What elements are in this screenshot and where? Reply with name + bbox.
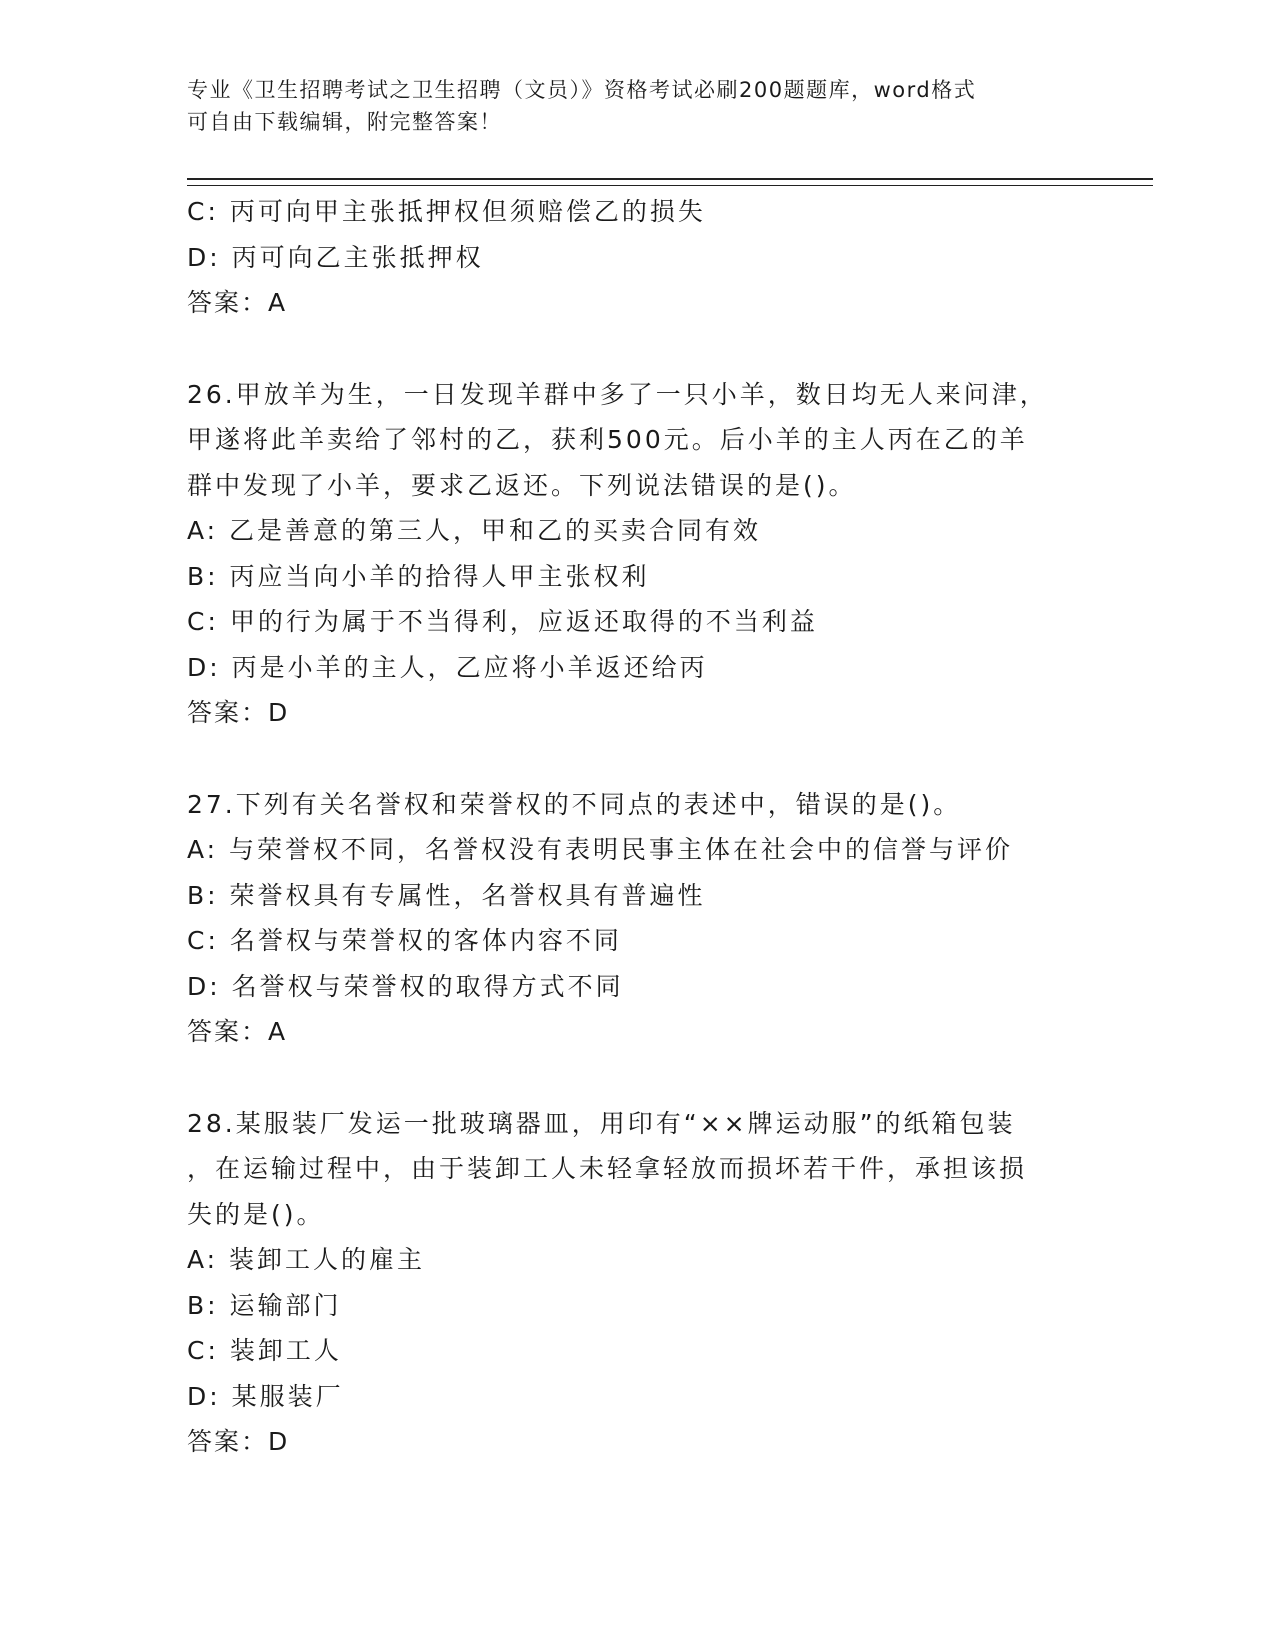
- question-stem-line: 群中发现了小羊，要求乙返还。下列说法错误的是()。: [187, 470, 857, 500]
- spacer: [187, 1055, 1087, 1101]
- question-28: [187, 1101, 1087, 1465]
- spacer: [187, 326, 1087, 372]
- answer-line: 答案：D: [187, 698, 290, 727]
- page-header: [187, 74, 1067, 138]
- document-body: [187, 189, 1087, 1465]
- question-stem-line: 28.某服装厂发运一批玻璃器皿，用印有“××牌运动服”的纸箱包装: [187, 1108, 1016, 1138]
- question-continuation: [187, 189, 1087, 326]
- question-27: [187, 782, 1087, 1055]
- option-a: A: 乙是善意的第三人，甲和乙的买卖合同有效: [187, 516, 762, 545]
- option-d: D: 丙是小羊的主人，乙应将小羊返还给丙: [187, 652, 708, 682]
- option-a: A: 与荣誉权不同，名誉权没有表明民事主体在社会中的信誉与评价: [187, 835, 1014, 864]
- answer-line: 答案：A: [187, 1017, 288, 1046]
- header-line-2: 可自由下载编辑，附完整答案！: [187, 110, 502, 134]
- option-d: D: 丙可向乙主张抵押权: [187, 242, 484, 272]
- question-stem-line: 甲遂将此羊卖给了邻村的乙，获利500元。后小羊的主人丙在乙的羊: [187, 425, 1028, 454]
- answer-line: 答案：D: [187, 1427, 290, 1456]
- option-b: B: 荣誉权具有专属性，名誉权具有普遍性: [187, 880, 706, 910]
- option-a: A: 装卸工人的雇主: [187, 1245, 426, 1274]
- question-stem-line: ，在运输过程中，由于装卸工人未轻拿轻放而损坏若干件，承担该损: [187, 1154, 1028, 1183]
- option-c: C: 装卸工人: [187, 1336, 342, 1365]
- option-c: C: 甲的行为属于不当得利，应返还取得的不当利益: [187, 607, 818, 636]
- header-line-1: 专业《卫生招聘考试之卫生招聘（文员）》资格考试必刷200题题库，word格式: [187, 78, 977, 102]
- question-stem-line: 27.下列有关名誉权和荣誉权的不同点的表述中，错误的是()。: [187, 789, 962, 819]
- question-stem-line: 失的是()。: [187, 1199, 325, 1229]
- option-d: D: 名誉权与荣誉权的取得方式不同: [187, 971, 624, 1001]
- answer-line: 答案：A: [187, 288, 288, 317]
- question-stem-line: 26.甲放羊为生，一日发现羊群中多了一只小羊，数日均无人来问津，: [187, 379, 1048, 409]
- option-b: B: 丙应当向小羊的拾得人甲主张权利: [187, 561, 650, 591]
- option-d: D: 某服装厂: [187, 1381, 344, 1411]
- question-26: [187, 372, 1087, 736]
- option-b: B: 运输部门: [187, 1290, 342, 1320]
- header-divider: [187, 178, 1153, 186]
- spacer: [187, 736, 1087, 782]
- option-c: C: 名誉权与荣誉权的客体内容不同: [187, 926, 622, 955]
- option-c: C: 丙可向甲主张抵押权但须赔偿乙的损失: [187, 197, 706, 226]
